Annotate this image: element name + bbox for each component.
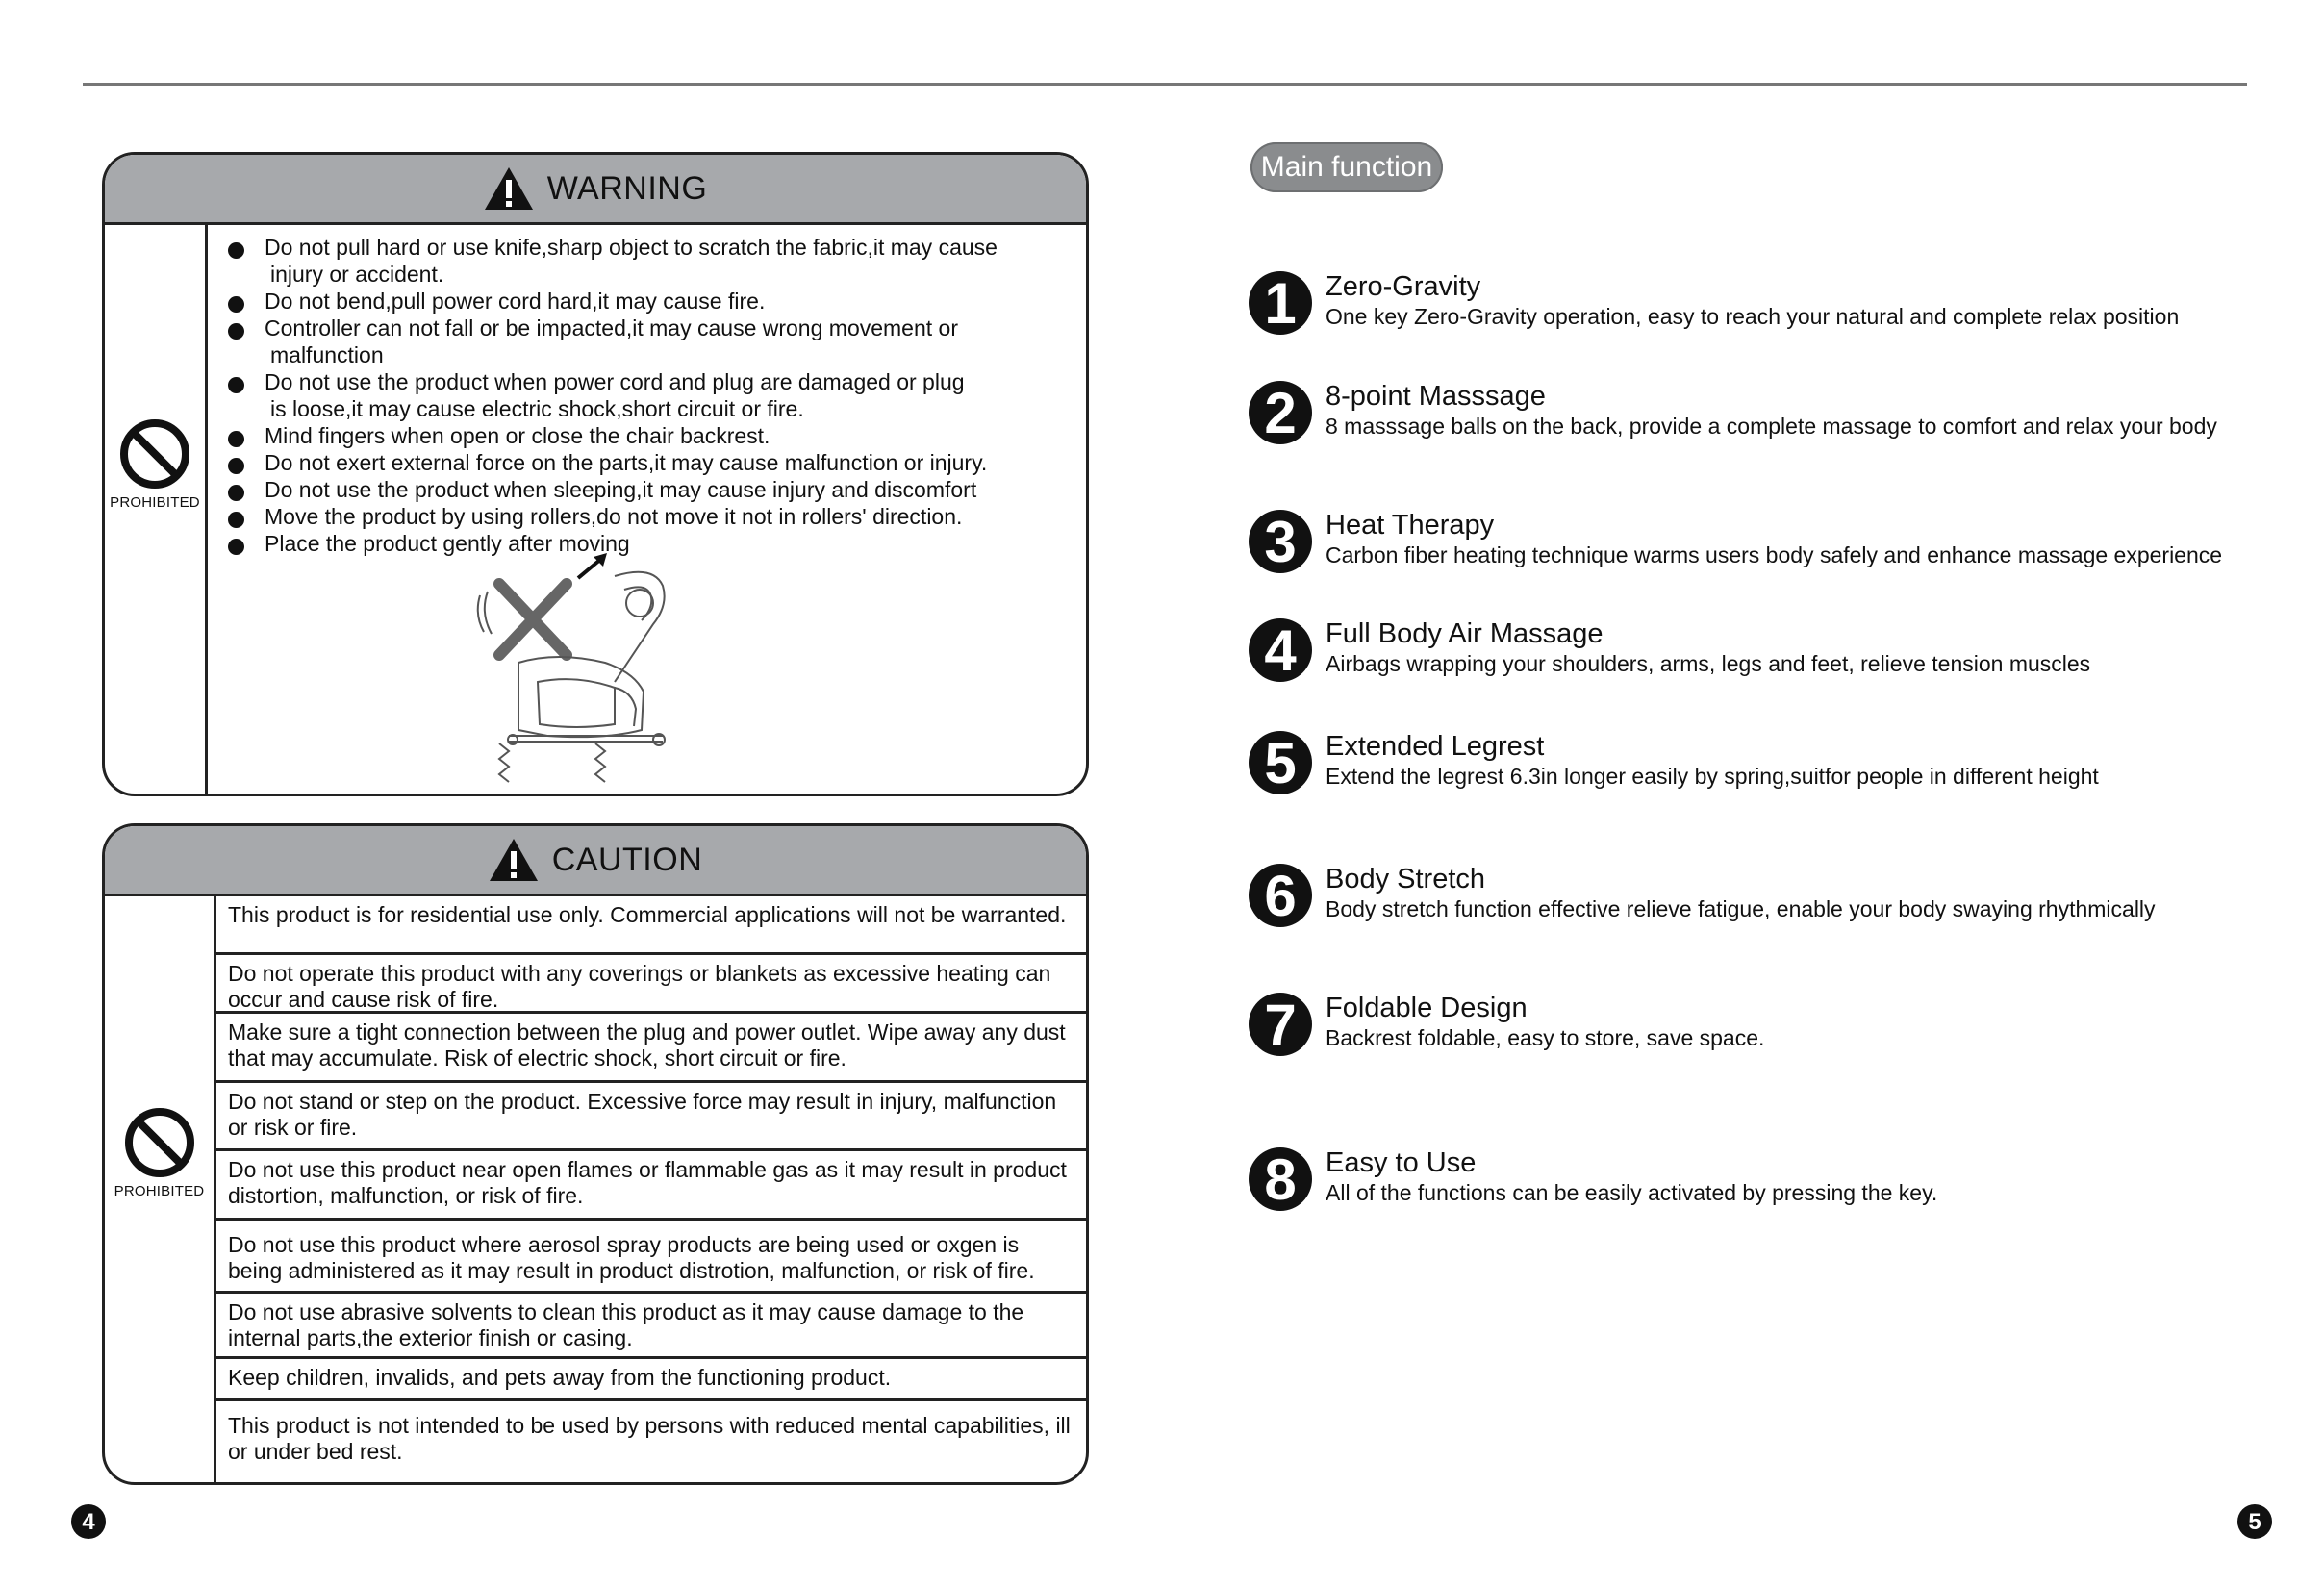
- feature-description: Carbon fiber heating technique warms users body safely and enhance massage experience: [1326, 542, 2223, 567]
- list-item: Do not use the product when sleeping,it may cause injury and discomfort: [220, 476, 1067, 503]
- main-function-label: Main function: [1250, 142, 1443, 192]
- warning-triangle-icon: [489, 837, 539, 883]
- feature-description: Body stretch function effective relieve fatigue, enable your body swaying rhythmically: [1326, 896, 2156, 921]
- feature-number: 3: [1249, 510, 1312, 573]
- feature-description: Airbags wrapping your shoulders, arms, legs and feet, relieve tension muscles: [1326, 651, 2091, 676]
- feature-description: Backrest foldable, easy to store, save space.: [1326, 1025, 1765, 1050]
- list-item: Do not use the product when power cord and plug are damaged or plug: [220, 368, 1067, 395]
- caution-header: [105, 826, 1086, 896]
- feature-title: Body Stretch: [1326, 864, 1486, 894]
- feature-description: Extend the legrest 6.3in longer easily by spring,suitfor people in different height: [1326, 764, 2099, 789]
- table-row: Make sure a tight connection between the plug and power outlet. Wipe away any dust that may accumulate. Risk of electric shock, short circuit or fire.: [216, 1014, 1086, 1083]
- feature-number: 7: [1249, 993, 1312, 1056]
- feature-number: 6: [1249, 864, 1312, 927]
- feature-number: 4: [1249, 618, 1312, 682]
- list-item: malfunction: [270, 342, 384, 367]
- list-item: is loose,it may cause electric shock,short circuit or fire.: [270, 396, 804, 421]
- feature-title: Zero-Gravity: [1326, 271, 1481, 302]
- warning-box: [102, 152, 1089, 796]
- caution-table: [216, 896, 1086, 1482]
- list-item: Place the product gently after moving: [220, 530, 1067, 557]
- warning-side-column: [105, 225, 208, 794]
- feature-title: Easy to Use: [1326, 1147, 1477, 1178]
- feature-title: Heat Therapy: [1326, 510, 1495, 541]
- list-item: Mind fingers when open or close the chair backrest.: [220, 422, 1067, 449]
- table-row: Do not use this product where aerosol spray products are being used or oxgen is being administered as it may result in product distrotion, malfunction, or risk of fire.: [216, 1221, 1086, 1294]
- feature-number: 5: [1249, 731, 1312, 794]
- table-row: Do not operate this product with any coverings or blankets as excessive heating can occur and cause risk of fire.: [216, 955, 1086, 1014]
- warning-header: [105, 155, 1086, 225]
- table-row: Do not use abrasive solvents to clean this product as it may cause damage to the internal parts,the exterior finish or casing.: [216, 1294, 1086, 1359]
- prohibited-sign: [105, 417, 205, 511]
- feature-title: Extended Legrest: [1326, 731, 1545, 762]
- feature-description: One key Zero-Gravity operation, easy to reach your natural and complete relax position: [1326, 304, 2180, 329]
- list-item: injury or accident.: [270, 262, 444, 287]
- caution-title: CAUTION: [551, 841, 703, 878]
- warning-title: WARNING: [546, 169, 708, 207]
- list-item: Move the product by using rollers,do not move it not in rollers' direction.: [220, 503, 1067, 530]
- feature-title: Full Body Air Massage: [1326, 618, 1604, 649]
- prohibited-icon: [123, 1106, 196, 1179]
- warning-triangle-icon: [484, 165, 534, 212]
- list-item: Do not bend,pull power cord hard,it may cause fire.: [220, 288, 1067, 315]
- table-row: This product is for residential use only. Commercial applications will not be warranted.: [216, 896, 1086, 955]
- list-item: Do not exert external force on the parts,it may cause malfunction or injury.: [220, 449, 1067, 476]
- list-item: Do not pull hard or use knife,sharp object to scratch the fabric,it may cause: [220, 234, 1067, 261]
- prohibited-label: PROHIBITED: [114, 1183, 205, 1199]
- prohibited-icon: [118, 417, 191, 491]
- list-item: Controller can not fall or be impacted,it may cause wrong movement or: [220, 315, 1067, 341]
- page-number-left: 4: [71, 1504, 106, 1539]
- feature-title: 8-point Masssage: [1326, 381, 1546, 412]
- feature-number: 1: [1249, 271, 1312, 335]
- feature-number: 8: [1249, 1147, 1312, 1211]
- feature-title: Foldable Design: [1326, 993, 1528, 1023]
- table-row: Do not stand or step on the product. Excessive force may result in injury, malfunction or risk or fire.: [216, 1083, 1086, 1151]
- table-row: Do not use this product near open flames or flammable gas as it may result in product distortion, malfunction, or risk of fire.: [216, 1151, 1086, 1221]
- table-row: This product is not intended to be used by persons with reduced mental capabilities, ill or under bed rest.: [228, 1413, 1071, 1464]
- prohibited-label: PROHIBITED: [110, 494, 200, 511]
- prohibited-sign: [105, 1106, 214, 1199]
- table-row: Keep children, invalids, and pets away from the functioning product.: [216, 1359, 1086, 1401]
- caution-box: [102, 823, 1089, 1485]
- caution-side-column: [105, 896, 216, 1482]
- warning-list: [220, 234, 1067, 557]
- feature-description: All of the functions can be easily activated by pressing the key.: [1326, 1180, 1938, 1205]
- chair-moving-illustration: [470, 547, 720, 788]
- page-number-right: 5: [2237, 1504, 2272, 1539]
- feature-number: 2: [1249, 381, 1312, 444]
- top-rule: [83, 83, 2247, 86]
- feature-description: 8 masssage balls on the back, provide a complete massage to comfort and relax your body: [1326, 414, 2217, 439]
